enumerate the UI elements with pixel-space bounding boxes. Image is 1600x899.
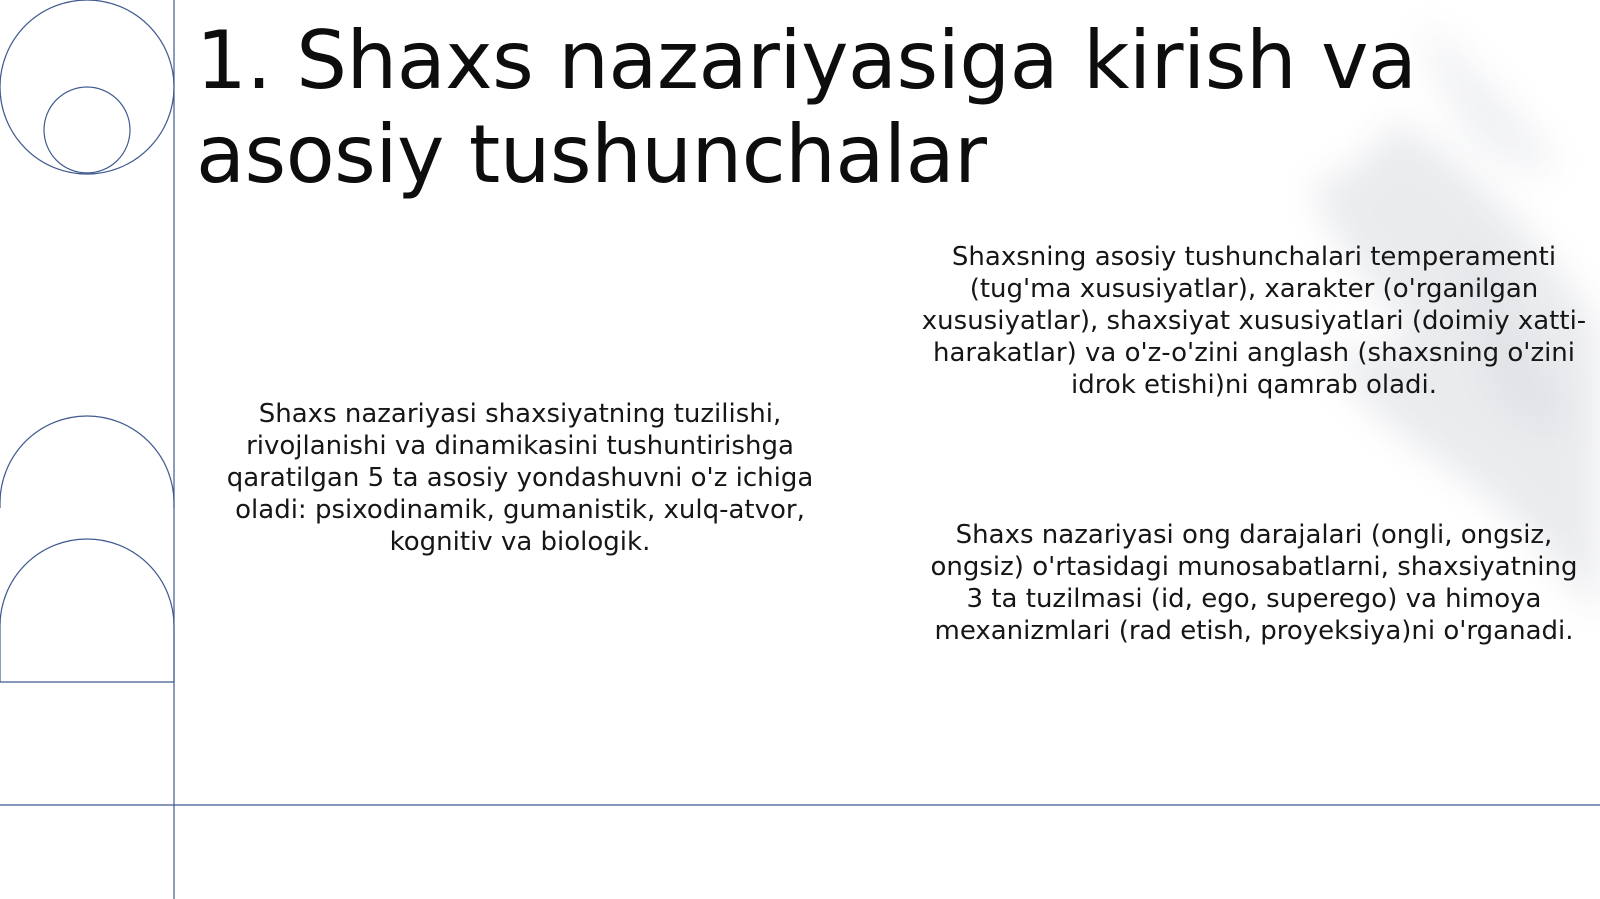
small-circle-decoration [44,87,130,173]
upper-arch-decoration [0,416,174,508]
right-top-text-block: Shaxsning asosiy tushunchalari temperamenti (tug'ma xususiyatlar), xarakter (o'rganilgan xususiyatlar), shaxsiyat xususiyatlari (doimiy xatti-harakatlar) va o'z-o'zini anglash (shaxsning o'zini idrok etishi)ni qamrab oladi. [921,242,1587,400]
lower-arch-decoration [0,539,174,682]
left-text-block: Shaxs nazariyasi shaxsiyatning tuzilishi, rivojlanishi va dinamikasini tushuntirishga qaratilgan 5 ta asosiy yondashuvni o'z ichiga oladi: psixodinamik, gumanistik, xulq-atvor, kognitiv va biologik. [226,399,814,557]
right-bottom-text-block: Shaxs nazariyasi ong darajalari (ongli, ongsiz, ongsiz) o'rtasidagi munosabatlarni, shaxsiyatning 3 ta tuzilmasi (id, ego, superego) va himoya mexanizmlari (rad etish, proyeksiya)ni o'rganadi. [930,520,1578,646]
slide-title: 1. Shaxs nazariyasiga kirish va asosiy tushunchalar [196,14,1417,201]
